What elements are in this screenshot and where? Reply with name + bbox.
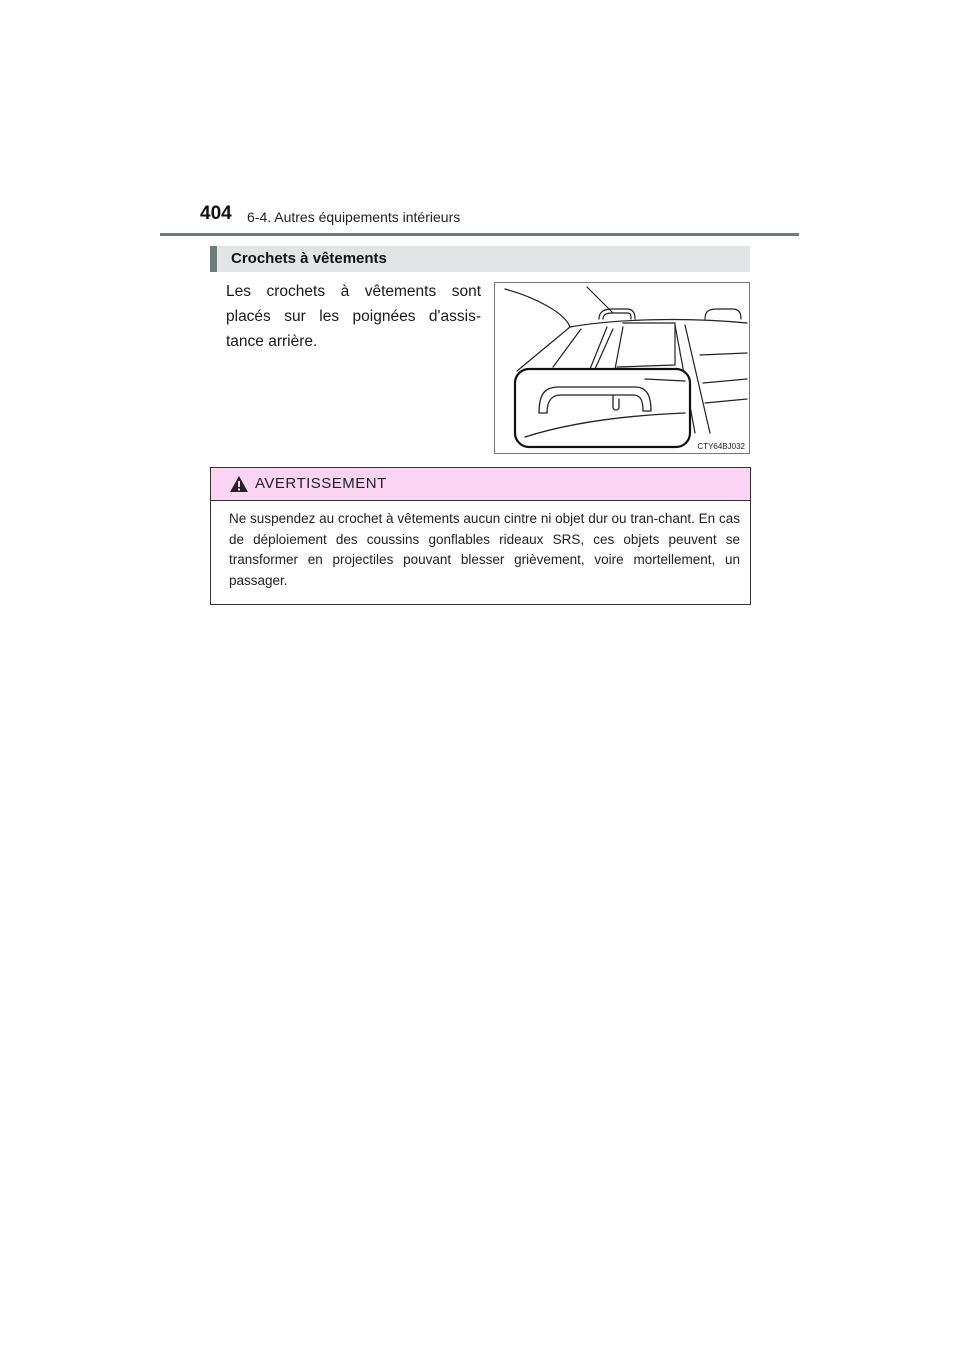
- figure-code: CTY64BJ032: [697, 442, 745, 451]
- body-paragraph: Les crochets à vêtements sont placés sur les poignées d'assis-tance arrière.: [226, 283, 481, 350]
- assist-grip-illustration: [494, 282, 750, 454]
- warning-triangle-icon: [229, 475, 249, 493]
- page-number: 404: [200, 203, 232, 224]
- warning-header: [211, 468, 750, 501]
- warning-text: Ne suspendez au crochet à vêtements aucun cintre ni objet dur ou tran-chant. En cas de déploiement des coussins gonflables rideaux SRS, ces objets peuvent se transformer en projectiles pouvant blesser grièvement, voire mortellement, un passager.: [229, 511, 740, 588]
- section-heading: [210, 246, 750, 272]
- warning-title: AVERTISSEMENT: [255, 475, 387, 492]
- chapter-title: 6-4. Autres équipements intérieurs: [247, 209, 461, 225]
- section-title: Crochets à vêtements: [231, 250, 387, 267]
- warning-box: [210, 467, 751, 605]
- header-rule: [160, 233, 799, 236]
- assist-grip-drawing: [495, 283, 749, 453]
